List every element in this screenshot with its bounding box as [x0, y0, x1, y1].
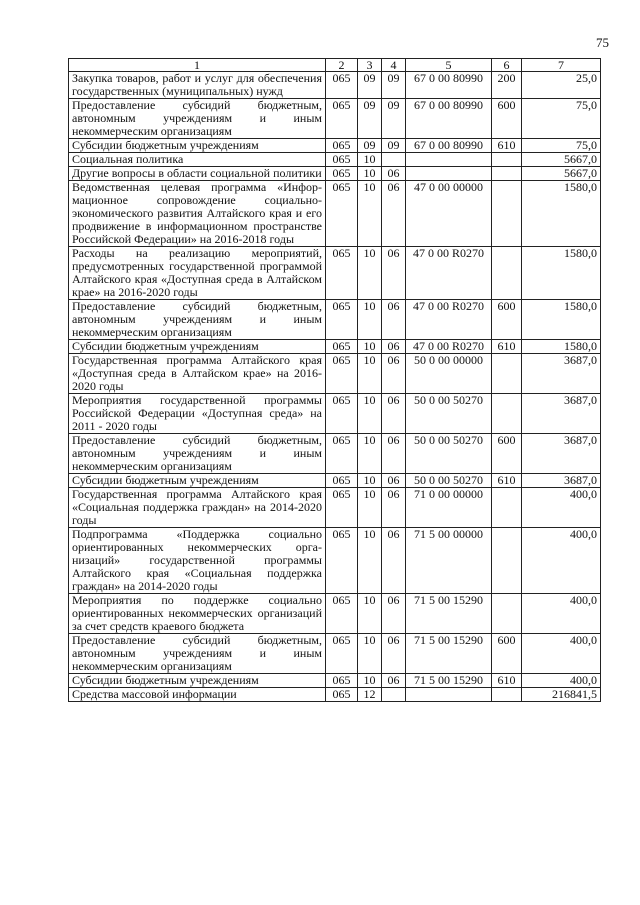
subsection-code-cell: 06	[382, 247, 406, 300]
section-code-cell: 12	[358, 688, 382, 702]
table-row	[69, 594, 601, 634]
budget-table	[68, 58, 601, 702]
subsection-code-cell: 06	[382, 674, 406, 688]
subsection-code-cell	[382, 688, 406, 702]
item-name-cell: Расходы на реализацию мероприятий, предусмотренных государственной программой Алтайского края «Доступная среда в Алтайском крае» на 2016-2020 годы	[69, 247, 326, 300]
table-row	[69, 394, 601, 434]
expense-type-code-cell: 200	[492, 72, 522, 99]
item-name-cell: Субсидии бюджетным учреждениям	[69, 674, 326, 688]
admin-code-cell: 065	[326, 167, 358, 181]
admin-code-cell: 065	[326, 354, 358, 394]
table-row	[69, 181, 601, 247]
item-name-cell: Закупка товаров, работ и услуг для обеспечения государственных (муниципальных) нужд	[69, 72, 326, 99]
expense-type-code-cell: 610	[492, 674, 522, 688]
admin-code-cell: 065	[326, 528, 358, 594]
item-name-cell: Мероприятия по поддержке социально ориентированных некоммерческих организаций за счет средств краевого бюджета	[69, 594, 326, 634]
subsection-code-cell: 06	[382, 340, 406, 354]
admin-code-cell: 065	[326, 153, 358, 167]
admin-code-cell: 065	[326, 247, 358, 300]
table-row	[69, 488, 601, 528]
section-code-cell: 09	[358, 139, 382, 153]
section-code-cell: 10	[358, 674, 382, 688]
amount-cell: 400,0	[522, 674, 601, 688]
table-row	[69, 434, 601, 474]
target-code-cell: 47 0 00 R0270	[406, 247, 492, 300]
expense-type-code-cell	[492, 181, 522, 247]
expense-type-code-cell	[492, 167, 522, 181]
expense-type-code-cell: 600	[492, 99, 522, 139]
target-code-cell	[406, 688, 492, 702]
admin-code-cell: 065	[326, 688, 358, 702]
target-code-cell: 67 0 00 80990	[406, 99, 492, 139]
section-code-cell: 10	[358, 354, 382, 394]
item-name-cell: Ведомственная целевая программа «Информационное сопровождение социально-экономического развития Алтайского края и его продвижение в информационном пространстве Российской Федерации» на 2016-2018 годы	[69, 181, 326, 247]
subsection-code-cell: 09	[382, 99, 406, 139]
item-name-cell: Другие вопросы в области социальной политики	[69, 167, 326, 181]
table-row	[69, 354, 601, 394]
item-name-cell: Подпрограмма «Поддержка социально ориентированных некоммерческих организаций» государственной программы Алтайского края «Социальная поддержка граждан» на 2014-2020 годы	[69, 528, 326, 594]
expense-type-code-cell	[492, 688, 522, 702]
column-header: 1	[69, 59, 326, 72]
amount-cell: 3687,0	[522, 354, 601, 394]
target-code-cell: 67 0 00 80990	[406, 72, 492, 99]
section-code-cell: 10	[358, 394, 382, 434]
column-header: 5	[406, 59, 492, 72]
subsection-code-cell: 06	[382, 300, 406, 340]
expense-type-code-cell	[492, 488, 522, 528]
target-code-cell: 50 0 00 00000	[406, 354, 492, 394]
amount-cell: 5667,0	[522, 167, 601, 181]
target-code-cell: 71 5 00 15290	[406, 674, 492, 688]
target-code-cell: 47 0 00 R0270	[406, 300, 492, 340]
table-row	[69, 674, 601, 688]
target-code-cell: 71 5 00 15290	[406, 634, 492, 674]
amount-cell: 1580,0	[522, 181, 601, 247]
subsection-code-cell: 06	[382, 394, 406, 434]
admin-code-cell: 065	[326, 488, 358, 528]
subsection-code-cell	[382, 153, 406, 167]
expense-type-code-cell	[492, 394, 522, 434]
amount-cell: 3687,0	[522, 394, 601, 434]
subsection-code-cell: 06	[382, 181, 406, 247]
amount-cell: 400,0	[522, 488, 601, 528]
admin-code-cell: 065	[326, 674, 358, 688]
table-row	[69, 99, 601, 139]
subsection-code-cell: 06	[382, 474, 406, 488]
item-name-cell: Средства массовой информации	[69, 688, 326, 702]
table-row	[69, 153, 601, 167]
amount-cell: 3687,0	[522, 474, 601, 488]
target-code-cell	[406, 153, 492, 167]
target-code-cell: 47 0 00 00000	[406, 181, 492, 247]
amount-cell: 1580,0	[522, 340, 601, 354]
admin-code-cell: 065	[326, 340, 358, 354]
subsection-code-cell: 06	[382, 434, 406, 474]
item-name-cell: Государственная программа Алтайского края «Доступная среда в Алтайском крае» на 2016-2020 годы	[69, 354, 326, 394]
item-name-cell: Субсидии бюджетным учреждениям	[69, 474, 326, 488]
section-code-cell: 10	[358, 167, 382, 181]
column-header: 4	[382, 59, 406, 72]
section-code-cell: 09	[358, 72, 382, 99]
expense-type-code-cell: 610	[492, 474, 522, 488]
table-header-row	[69, 59, 601, 72]
table-row	[69, 474, 601, 488]
item-name-cell: Субсидии бюджетным учреждениям	[69, 139, 326, 153]
expense-type-code-cell	[492, 594, 522, 634]
table-row	[69, 167, 601, 181]
admin-code-cell: 065	[326, 594, 358, 634]
item-name-cell: Предоставление субсидий бюджетным, автономным учреждениям и иным некоммерческим организациям	[69, 99, 326, 139]
target-code-cell: 50 0 00 50270	[406, 434, 492, 474]
section-code-cell: 10	[358, 528, 382, 594]
admin-code-cell: 065	[326, 300, 358, 340]
target-code-cell: 67 0 00 80990	[406, 139, 492, 153]
amount-cell: 75,0	[522, 139, 601, 153]
column-header: 2	[326, 59, 358, 72]
item-name-cell: Субсидии бюджетным учреждениям	[69, 340, 326, 354]
table-row	[69, 688, 601, 702]
section-code-cell: 10	[358, 634, 382, 674]
table-row	[69, 247, 601, 300]
amount-cell: 5667,0	[522, 153, 601, 167]
subsection-code-cell: 09	[382, 139, 406, 153]
admin-code-cell: 065	[326, 181, 358, 247]
amount-cell: 216841,5	[522, 688, 601, 702]
item-name-cell: Предоставление субсидий бюджетным, автономным учреждениям и иным некоммерческим организациям	[69, 434, 326, 474]
column-header: 7	[522, 59, 601, 72]
expense-type-code-cell	[492, 247, 522, 300]
target-code-cell: 47 0 00 R0270	[406, 340, 492, 354]
target-code-cell	[406, 167, 492, 181]
table-body	[69, 72, 601, 702]
column-header: 3	[358, 59, 382, 72]
admin-code-cell: 065	[326, 99, 358, 139]
expense-type-code-cell	[492, 354, 522, 394]
section-code-cell: 10	[358, 434, 382, 474]
section-code-cell: 10	[358, 488, 382, 528]
section-code-cell: 09	[358, 99, 382, 139]
table-row	[69, 300, 601, 340]
item-name-cell: Социальная политика	[69, 153, 326, 167]
item-name-cell: Предоставление субсидий бюджетным, автономным учреждениям и иным некоммерческим организациям	[69, 634, 326, 674]
amount-cell: 1580,0	[522, 300, 601, 340]
subsection-code-cell: 06	[382, 594, 406, 634]
subsection-code-cell: 09	[382, 72, 406, 99]
amount-cell: 75,0	[522, 99, 601, 139]
admin-code-cell: 065	[326, 434, 358, 474]
expense-type-code-cell	[492, 153, 522, 167]
subsection-code-cell: 06	[382, 354, 406, 394]
page-number: 75	[596, 35, 609, 50]
table-row	[69, 634, 601, 674]
table-row	[69, 528, 601, 594]
expense-type-code-cell: 610	[492, 139, 522, 153]
expense-type-code-cell: 610	[492, 340, 522, 354]
section-code-cell: 10	[358, 300, 382, 340]
section-code-cell: 10	[358, 594, 382, 634]
admin-code-cell: 065	[326, 394, 358, 434]
admin-code-cell: 065	[326, 634, 358, 674]
item-name-cell: Предоставление субсидий бюджетным, автономным учреждениям и иным некоммерческим организациям	[69, 300, 326, 340]
target-code-cell: 71 5 00 15290	[406, 594, 492, 634]
table-row	[69, 340, 601, 354]
section-code-cell: 10	[358, 340, 382, 354]
table-row	[69, 72, 601, 99]
target-code-cell: 50 0 00 50270	[406, 474, 492, 488]
amount-cell: 400,0	[522, 528, 601, 594]
expense-type-code-cell: 600	[492, 434, 522, 474]
subsection-code-cell: 06	[382, 167, 406, 181]
subsection-code-cell: 06	[382, 488, 406, 528]
subsection-code-cell: 06	[382, 634, 406, 674]
expense-type-code-cell	[492, 528, 522, 594]
amount-cell: 400,0	[522, 594, 601, 634]
subsection-code-cell: 06	[382, 528, 406, 594]
amount-cell: 25,0	[522, 72, 601, 99]
expense-type-code-cell: 600	[492, 634, 522, 674]
amount-cell: 400,0	[522, 634, 601, 674]
item-name-cell: Государственная программа Алтайского края «Социальная поддержка граждан» на 2014-2020 годы	[69, 488, 326, 528]
expense-type-code-cell: 600	[492, 300, 522, 340]
section-code-cell: 10	[358, 153, 382, 167]
target-code-cell: 71 0 00 00000	[406, 488, 492, 528]
column-header: 6	[492, 59, 522, 72]
table-row	[69, 139, 601, 153]
section-code-cell: 10	[358, 247, 382, 300]
admin-code-cell: 065	[326, 72, 358, 99]
admin-code-cell: 065	[326, 139, 358, 153]
amount-cell: 3687,0	[522, 434, 601, 474]
target-code-cell: 71 5 00 00000	[406, 528, 492, 594]
section-code-cell: 10	[358, 181, 382, 247]
amount-cell: 1580,0	[522, 247, 601, 300]
section-code-cell: 10	[358, 474, 382, 488]
admin-code-cell: 065	[326, 474, 358, 488]
target-code-cell: 50 0 00 50270	[406, 394, 492, 434]
item-name-cell: Мероприятия государственной программы Российской Федерации «Доступная среда» на 2011 - 2020 годы	[69, 394, 326, 434]
